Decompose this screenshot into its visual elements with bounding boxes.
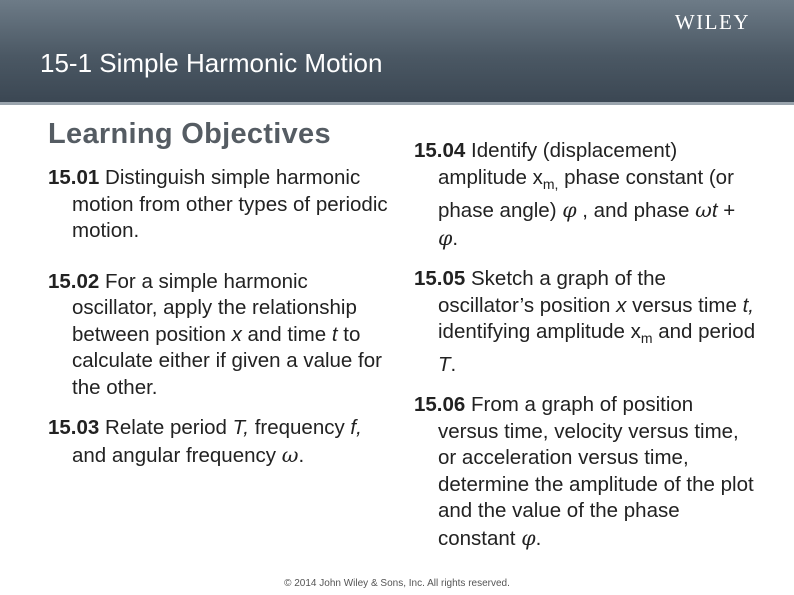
objective-15-02: 15.02 For a simple harmonic oscillator, apply the relationship between position x and time t to calculate either if given a value for the other. <box>48 269 382 399</box>
slide-title: 15-1 Simple Harmonic Motion <box>40 48 383 78</box>
objective-number: 15.03 <box>48 416 100 439</box>
objectives-left-column <box>48 118 393 469</box>
objectives-right-column <box>414 138 759 552</box>
objective-15-05: 15.05 Sketch a graph of the oscillator’s position x versus time t, identifying amplitude $x_m$ and period T. <box>414 267 756 376</box>
wiley-logo: WILEY <box>674 10 750 34</box>
objective-15-01: 15.01 Distinguish simple harmonic motion from other types of periodic motion. <box>48 166 388 242</box>
objective-number: 15.04 <box>414 139 466 162</box>
objective-number: 15.05 <box>414 267 466 291</box>
objective-number: 15.01 <box>48 166 100 189</box>
objective-15-03: 15.03 Relate period T, frequency f, and angular frequency ω. <box>48 416 362 467</box>
objective-15-06: 15.06 From a graph of position versus time, velocity versus time, or acceleration versus time, determine the amplitude of the plot and the value of the phase constant φ. <box>414 393 754 550</box>
objective-number: 15.02 <box>48 269 100 293</box>
header-divider <box>0 102 794 105</box>
objectives-heading: Learning Objectives <box>48 118 331 150</box>
objective-number: 15.06 <box>414 393 466 417</box>
copyright-footer: © 2014 John Wiley & Sons, Inc. All rights reserved. <box>284 578 510 589</box>
objective-15-04: 15.04 Identify (displacement) amplitude $x_{m,}$ phase constant (or phase angle) φ , and phase ωt + φ. <box>414 139 736 250</box>
title-bar <box>0 0 794 102</box>
